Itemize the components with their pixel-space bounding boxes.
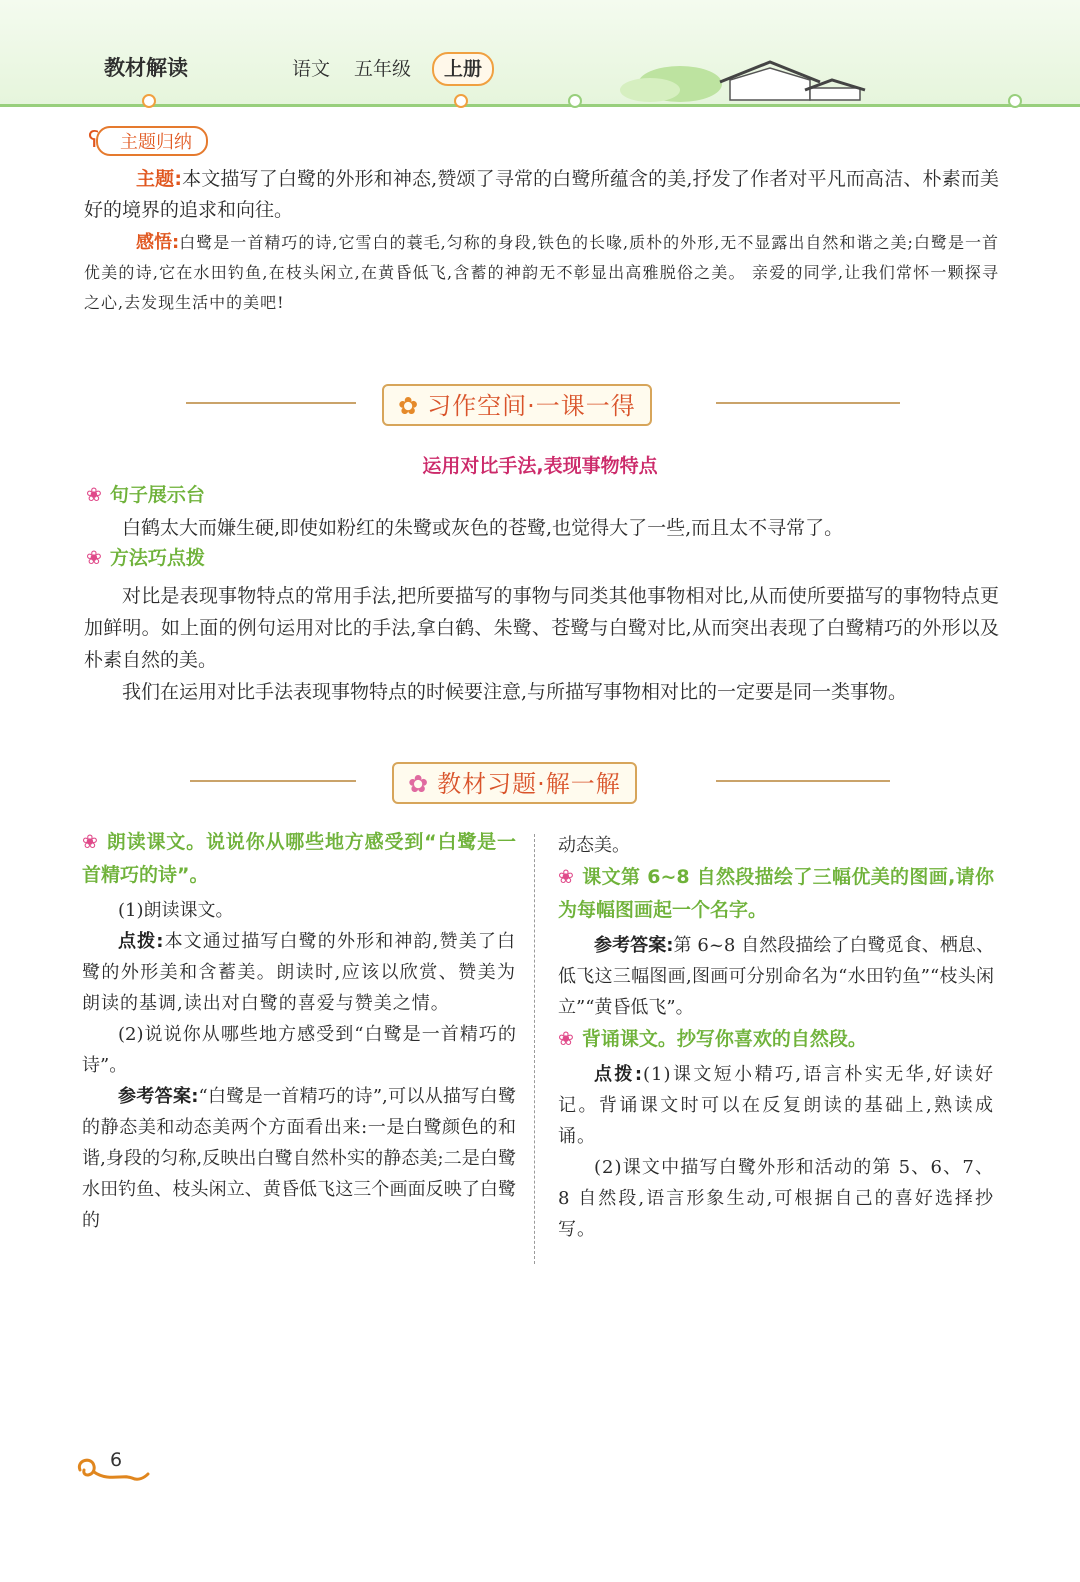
- exercise-banner-text: 教材习题·解一解: [437, 770, 621, 798]
- exercise-right-column: [558, 830, 994, 1245]
- insight-text: 白鹭是一首精巧的诗,它雪白的蓑毛,匀称的身段,铁色的长喙,质朴的外形,无不显露出自然和谐之美;白鹭是一首优美的诗,它在水田钓鱼,在枝头闲立,在黄昏低飞,含蓄的神韵无不彰显出高雅脱俗之美。 亲爱的同学,让我们常怀一颗探寻之心,去发现生活中的美吧!: [84, 233, 999, 312]
- header-dot-icon: [568, 94, 582, 108]
- flower-icon: ✿: [408, 770, 430, 798]
- bullet-icon: ❀: [86, 547, 102, 569]
- question-3-text: 背诵课文。抄写你喜欢的自然段。: [581, 1028, 867, 1050]
- question-2-heading: [558, 861, 994, 927]
- question-3-heading: [558, 1023, 994, 1056]
- swirl-icon: ʕ: [88, 128, 100, 153]
- question-1-text: 朗读课文。说说你从哪些地方感受到“白鹭是一首精巧的诗”。: [82, 831, 516, 886]
- writing-banner: [382, 384, 652, 426]
- house-illustration-icon: [610, 52, 870, 102]
- theme-paragraph: [84, 164, 999, 226]
- tip-label: 点拨:: [118, 931, 165, 952]
- book-title: 教材解读: [104, 56, 188, 80]
- question-1-heading: [82, 826, 516, 892]
- answer-label: 参考答案:: [118, 1086, 199, 1107]
- insight-label: 感悟:: [136, 232, 180, 253]
- method-paragraph-1: 对比是表现事物特点的常用手法,把所要描写的事物与同类其他事物相对比,从而使所要描写的事物特点更加鲜明。如上面的例句运用对比的手法,拿白鹤、朱鹭、苍鹭与白鹭对比,从而突出表现了白鹭精巧的外形以及朴素自然的美。: [84, 585, 999, 671]
- tip-label: 点拨:: [594, 1064, 644, 1085]
- grade-label: 五年级: [354, 58, 412, 80]
- question-1-answer: [82, 1081, 516, 1236]
- writing-title: 运用对比手法,表现事物特点: [422, 455, 658, 477]
- bullet-icon: ❀: [558, 866, 575, 888]
- tip-text: 本文通过描写白鹭的外形和神韵,赞美了白鹭的外形美和含蓄美。朗读时,应该以欣赏、赞美为朗读的基调,读出对白鹭的喜爱与赞美之情。: [82, 931, 516, 1014]
- sentence-heading: [86, 480, 205, 507]
- sentence-heading-text: 句子展示台: [109, 484, 205, 506]
- question-1-tip: [82, 926, 516, 1019]
- bullet-icon: ❀: [558, 1028, 574, 1050]
- column-divider: [534, 834, 535, 1264]
- question-2-text: 课文第 6~8 自然段描绘了三幅优美的图画,请你为每幅图画起一个名字。: [558, 866, 995, 921]
- tip-text: (1)课文短小精巧,语言朴实无华,好读好记。背诵课文时可以在反复朗读的基础上,熟读成诵。: [558, 1064, 994, 1147]
- answer-text: 第 6~8 自然段描绘了白鹭觅食、栖息、低飞这三幅图画,图画可分别命名为“水田钓鱼”“枝头闲立”“黄昏低飞”。: [558, 935, 994, 1018]
- answer-continuation: 动态美。: [558, 835, 630, 856]
- theme-summary-tag: 主题归纳: [96, 126, 208, 156]
- insight-paragraph: [84, 228, 999, 318]
- question-3-tip: [558, 1059, 994, 1152]
- bullet-icon: ❀: [86, 484, 102, 506]
- bullet-icon: ❀: [82, 831, 99, 853]
- method-paragraph-2: 我们在运用对比手法表现事物特点的时候要注意,与所描写事物相对比的一定要是同一类事物。: [122, 681, 908, 703]
- question-1-part-1: (1)朗读课文。: [118, 900, 234, 921]
- banner-line: [716, 402, 900, 404]
- exercise-banner: [392, 762, 637, 804]
- method-heading-text: 方法巧点拨: [109, 547, 205, 569]
- header-dot-icon: [142, 94, 156, 108]
- answer-text: “白鹭是一首精巧的诗”,可以从描写白鹭的静态美和动态美两个方面看出来:一是白鹭颜色的和谐,身段的匀称,反映出白鹭自然朴实的静态美;二是白鹭水田钓鱼、枝头闲立、黄昏低飞这三个画面反映了白鹭的: [82, 1086, 516, 1231]
- banner-line: [716, 780, 890, 782]
- theme-label: 主题:: [136, 168, 182, 190]
- header-dot-icon: [454, 94, 468, 108]
- question-1-part-2: (2)说说你从哪些地方感受到“白鹭是一首精巧的诗”。: [82, 1024, 516, 1076]
- banner-line: [186, 402, 356, 404]
- writing-banner-text: 习作空间·一课一得: [427, 392, 636, 420]
- header-dot-icon: [1008, 94, 1022, 108]
- exercise-left-column: [82, 826, 516, 1236]
- method-heading: [86, 543, 205, 570]
- theme-text: 本文描写了白鹭的外形和神态,赞颂了寻常的白鹭所蕴含的美,抒发了作者对平凡而高洁、朴素而美好的境界的追求和向往。: [84, 168, 999, 221]
- question-3-tip-2: (2)课文中描写白鹭外形和活动的第 5、6、7、8 自然段,语言形象生动,可根据自己的喜好选择抄写。: [558, 1157, 994, 1240]
- banner-line: [190, 780, 356, 782]
- subject-label: 语文: [292, 58, 331, 80]
- sentence-text: 白鹤太大而嫌生硬,即使如粉红的朱鹭或灰色的苍鹭,也觉得大了一些,而且太不寻常了。: [122, 517, 844, 539]
- question-2-answer: [558, 930, 994, 1023]
- page-number: 6: [110, 1449, 123, 1471]
- volume-badge: 上册: [432, 52, 494, 86]
- flower-icon: ✿: [398, 392, 420, 420]
- answer-label: 参考答案:: [594, 935, 674, 956]
